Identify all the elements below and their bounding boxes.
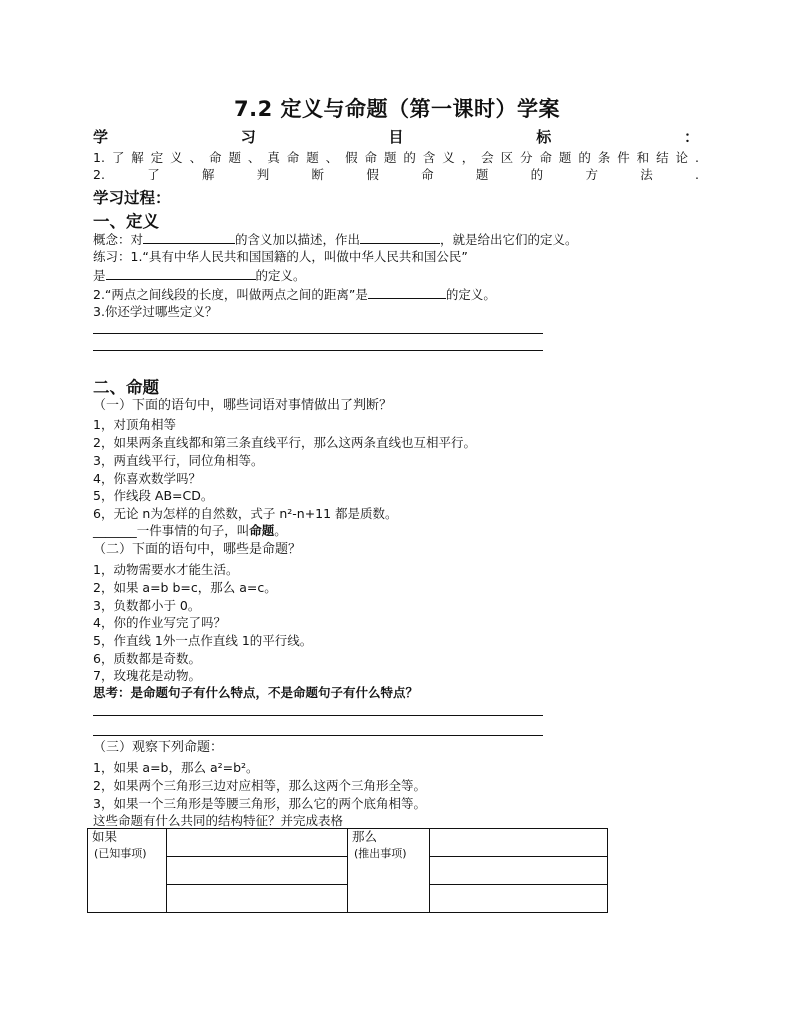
justified-char: 定	[150, 150, 164, 165]
justified-char: 解	[201, 167, 215, 182]
then-sublabel: (推出事项)	[354, 847, 407, 860]
process-heading: 学习过程：	[93, 189, 171, 207]
justified-char: 方	[585, 167, 598, 182]
justified-char: 区	[500, 150, 514, 165]
part-1-conclusion	[93, 522, 287, 539]
justified-char: 义	[442, 150, 455, 165]
justified-char: 解	[131, 150, 144, 165]
justified-char: 2.	[93, 167, 105, 182]
concept-blank-1[interactable]	[143, 230, 235, 244]
if-then-table	[87, 828, 608, 913]
exercise-1-suffix: 的定义。	[255, 268, 306, 283]
justified-char: 命	[364, 150, 378, 165]
justified-char: 题	[558, 150, 572, 165]
justified-char: 命	[286, 150, 300, 165]
exercise-2-suffix: 的定义。	[445, 287, 496, 302]
part-2-heading: （二）下面的语句中，哪些是命题？	[93, 542, 302, 557]
justified-char: ，	[461, 150, 475, 165]
part-3-item: 1，如果 a=b，那么 a²=b²。	[93, 760, 259, 775]
part-1-item: 6，无论 n为怎样的自然数，式子 n²-n+11 都是质数。	[93, 506, 398, 521]
if-answer-cell[interactable]	[167, 829, 348, 857]
think-question: 思考：是命题句子有什么特点，不是命题句子有什么特点？	[93, 685, 419, 700]
if-answer-cell[interactable]	[167, 885, 348, 913]
exercise-3-line: 3.你还学过哪些定义？	[93, 304, 218, 319]
answer-rule[interactable]	[93, 735, 543, 736]
then-label: 那么	[352, 829, 378, 844]
justified-char: 分	[520, 150, 533, 165]
part-3-heading: （三）观察下列命题：	[93, 740, 224, 755]
objective-item-1	[93, 149, 699, 166]
justified-char: 题	[306, 150, 319, 165]
part-3-item: 2，如果两个三角形三边对应相等，那么这两个三角形全等。	[93, 778, 426, 793]
justified-char: 判	[256, 167, 270, 182]
exercise-1-line-a: 练习：1.“具有中华人民共和国国籍的人，叫做中华人民共和国公民”	[93, 249, 468, 264]
exercise-2-text: 2.“两点之间线段的长度，叫做两点之间的距离”是	[93, 287, 368, 302]
justified-char: 含	[422, 150, 436, 165]
part-1-item: 2，如果两条直线都和第三条直线平行，那么这两条直线也互相平行。	[93, 435, 476, 450]
part-1-item: 1，对顶角相等	[93, 417, 176, 432]
part-2-item: 6，质数都是奇数。	[93, 651, 201, 666]
justified-char: 命	[209, 150, 222, 165]
justified-char: 命	[539, 150, 552, 165]
justified-char: 了	[147, 167, 160, 182]
justified-char: 条	[597, 150, 611, 165]
then-label-cell	[348, 829, 430, 913]
justified-char: 会	[481, 150, 494, 165]
part-1-item: 3，两直线平行，同位角相等。	[93, 453, 264, 468]
then-answer-cell[interactable]	[430, 829, 608, 857]
part-2-item: 3，负数都小于 0。	[93, 598, 201, 613]
concept-text-a: 概念：对	[93, 232, 144, 247]
conclusion-text-a: _______一件事情的句子，叫	[93, 523, 250, 538]
justified-char: 件	[617, 150, 630, 165]
justified-char: 、	[189, 150, 203, 165]
justified-char: 题	[383, 150, 397, 165]
part-2-item: 5，作直线 1外一点作直线 1的平行线。	[93, 633, 313, 648]
part-3-item: 3，如果一个三角形是等腰三角形，那么它的两个底角相等。	[93, 796, 426, 811]
section-proposition-heading: 二、命题	[93, 378, 159, 397]
if-label: 如果	[92, 829, 118, 844]
justified-char: 标	[536, 128, 552, 146]
justified-char: .	[695, 167, 699, 182]
exercise-1-blank[interactable]	[106, 266, 256, 280]
exercise-2-blank[interactable]	[368, 285, 446, 299]
answer-rule[interactable]	[93, 350, 543, 351]
justified-char: 法	[640, 167, 653, 182]
part-3-question: 这些命题有什么共同的结构特征？并完成表格	[93, 813, 344, 828]
page-title: 7.2 定义与命题（第一课时）学案	[233, 97, 560, 121]
exercise-1-prefix: 是	[93, 268, 106, 283]
justified-char: 1.	[93, 150, 105, 165]
if-label-cell	[88, 829, 167, 913]
justified-char: 结	[656, 150, 669, 165]
justified-char: 的	[530, 167, 544, 182]
justified-char: .	[694, 150, 699, 165]
justified-char: 义	[170, 150, 183, 165]
part-2-item: 1，动物需要水才能生活。	[93, 562, 239, 577]
justified-char: 了	[111, 150, 125, 165]
if-answer-cell[interactable]	[167, 857, 348, 885]
part-2-item: 2，如果 a=b b=c，那么 a=c。	[93, 580, 277, 595]
concept-text-c: ，就是给出它们的定义。	[440, 232, 578, 247]
justified-char: 的	[578, 150, 591, 165]
justified-char: 假	[366, 167, 379, 182]
part-2-item: 4，你的作业写完了吗？	[93, 615, 226, 630]
concept-line	[93, 230, 578, 248]
part-1-item: 4，你喜欢数学吗？	[93, 471, 201, 486]
justified-char: 学	[93, 128, 109, 146]
justified-char: 断	[311, 167, 325, 182]
exercise-2-line	[93, 285, 496, 303]
then-answer-cell[interactable]	[430, 857, 608, 885]
objective-item-2	[93, 166, 699, 183]
part-1-item: 5，作线段 AB=CD。	[93, 488, 214, 503]
justified-char: 的	[403, 150, 416, 165]
justified-char: 和	[636, 150, 650, 165]
then-answer-cell[interactable]	[430, 885, 608, 913]
answer-rule[interactable]	[93, 715, 543, 716]
justified-char: 习	[240, 128, 256, 146]
part-1-heading: （一）下面的语句中，哪些词语对事情做出了判断？	[93, 398, 393, 413]
concept-blank-2[interactable]	[360, 230, 440, 244]
exercise-1-line-b	[93, 266, 306, 284]
justified-char: 真	[267, 150, 280, 165]
answer-rule[interactable]	[93, 333, 543, 334]
conclusion-keyword: 命题	[249, 523, 275, 538]
justified-char: 论	[675, 150, 689, 165]
justified-char: 命	[421, 167, 434, 182]
conclusion-text-c: 。	[274, 523, 287, 538]
justified-char: 、	[247, 150, 261, 165]
objectives-heading	[93, 126, 699, 147]
justified-char: 题	[475, 167, 489, 182]
concept-text-b: 的含义加以描述，作出	[235, 232, 361, 247]
justified-char: 、	[325, 150, 339, 165]
part-2-item: 7，玫瑰花是动物。	[93, 668, 201, 683]
justified-char: 目	[388, 128, 404, 146]
justified-char: 题	[228, 150, 241, 165]
section-definition-heading: 一、定义	[93, 212, 159, 231]
if-sublabel: (已知事项)	[94, 847, 147, 860]
justified-char: 假	[345, 150, 358, 165]
justified-char: ：	[683, 128, 699, 146]
